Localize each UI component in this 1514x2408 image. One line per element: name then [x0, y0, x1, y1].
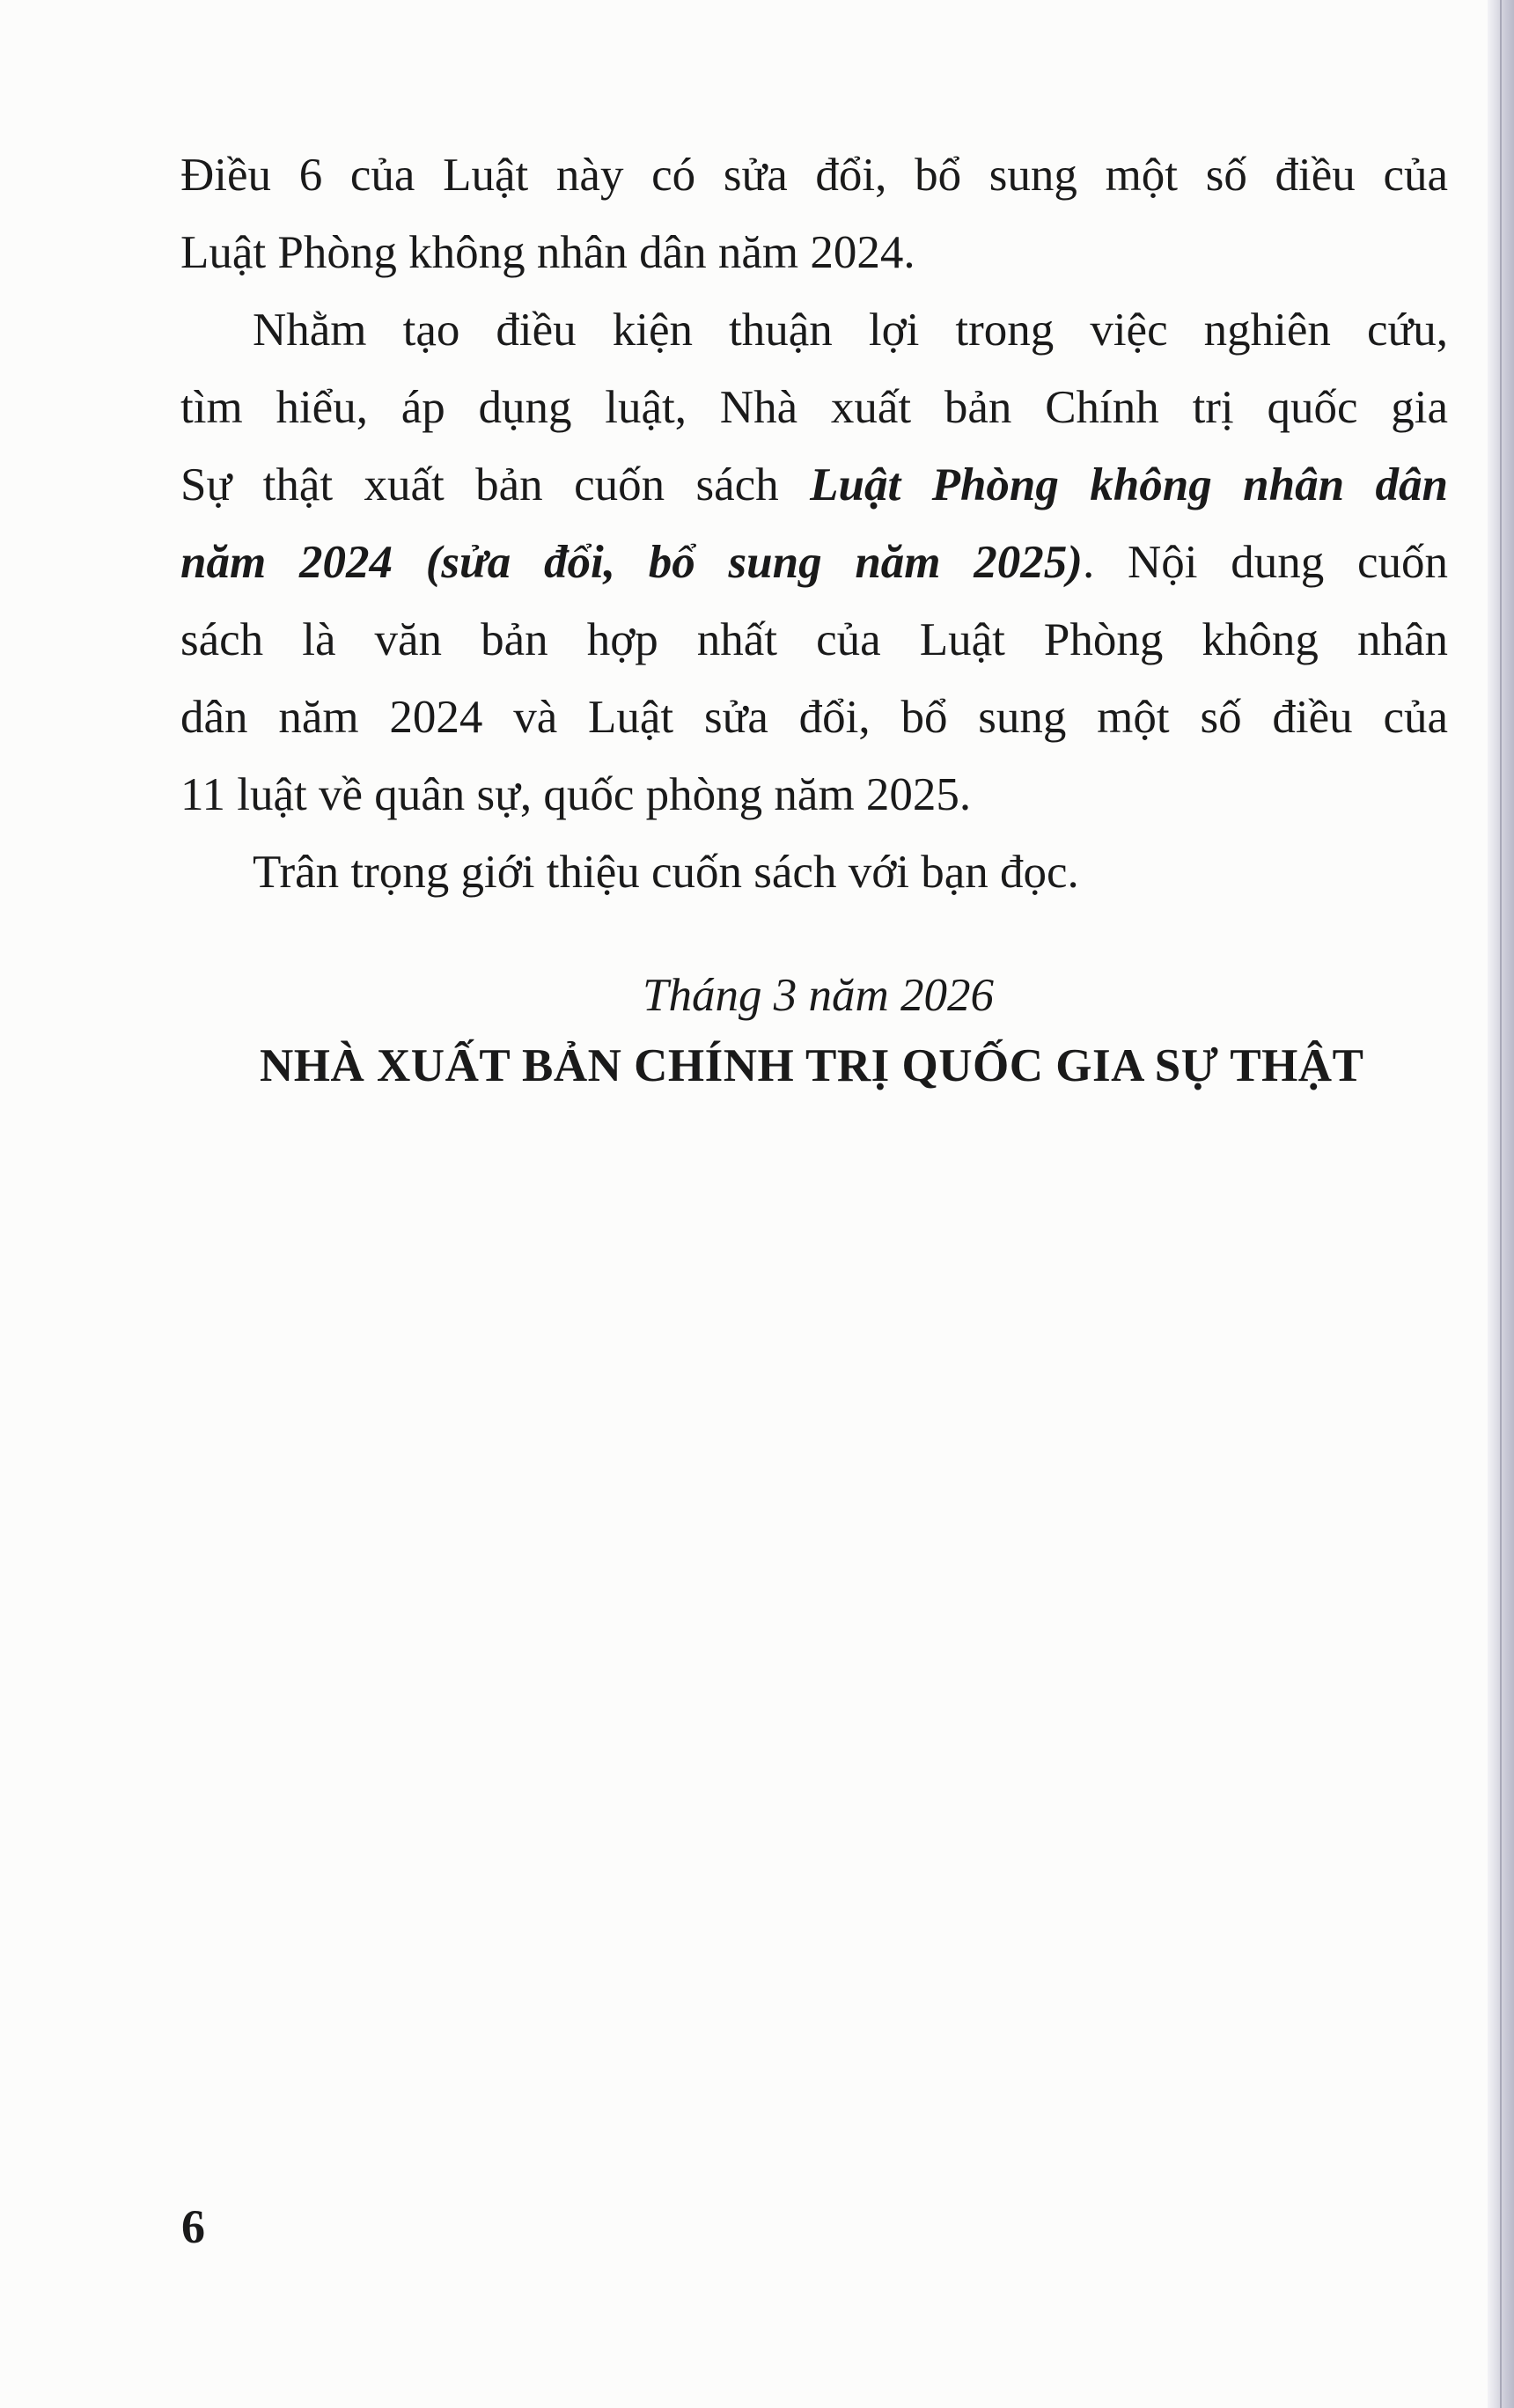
- text-line: dân năm 2024 và Luật sửa đổi, bổ sung một số điều của: [180, 692, 1448, 743]
- closing-line: Trân trọng giới thiệu cuốn sách với bạn đọc.: [253, 847, 1079, 898]
- text-segment: . Nội dung cuốn: [1082, 537, 1448, 588]
- text-line: Nhằm tạo điều kiện thuận lợi trong việc nghiên cứu,: [253, 305, 1448, 356]
- text-segment: Sự thật xuất bản cuốn sách: [180, 459, 811, 510]
- page-number: 6: [181, 2200, 205, 2253]
- text-line: [180, 524, 1448, 601]
- text-line: 11 luật về quân sự, quốc phòng năm 2025.: [180, 769, 972, 820]
- text-line: Điều 6 của Luật này có sửa đổi, bổ sung một số điều của: [180, 150, 1448, 201]
- signature-date: Tháng 3 năm 2026: [643, 970, 995, 1021]
- page-edge-line: [1500, 0, 1502, 2408]
- text-line: [180, 446, 1448, 524]
- text-line: sách là văn bản hợp nhất của Luật Phòng không nhân: [180, 614, 1448, 665]
- book-title-part-1: Luật Phòng không nhân dân: [810, 459, 1448, 510]
- page-text: [180, 136, 1448, 911]
- book-title-part-2: năm 2024 (sửa đổi, bổ sung năm 2025): [180, 537, 1083, 588]
- text-line: Luật Phòng không nhân dân năm 2024.: [180, 227, 915, 278]
- signature-publisher: NHÀ XUẤT BẢN CHÍNH TRỊ QUỐC GIA SỰ THẬT: [260, 1040, 1364, 1091]
- text-line: tìm hiểu, áp dụng luật, Nhà xuất bản Chính trị quốc gia: [180, 382, 1448, 433]
